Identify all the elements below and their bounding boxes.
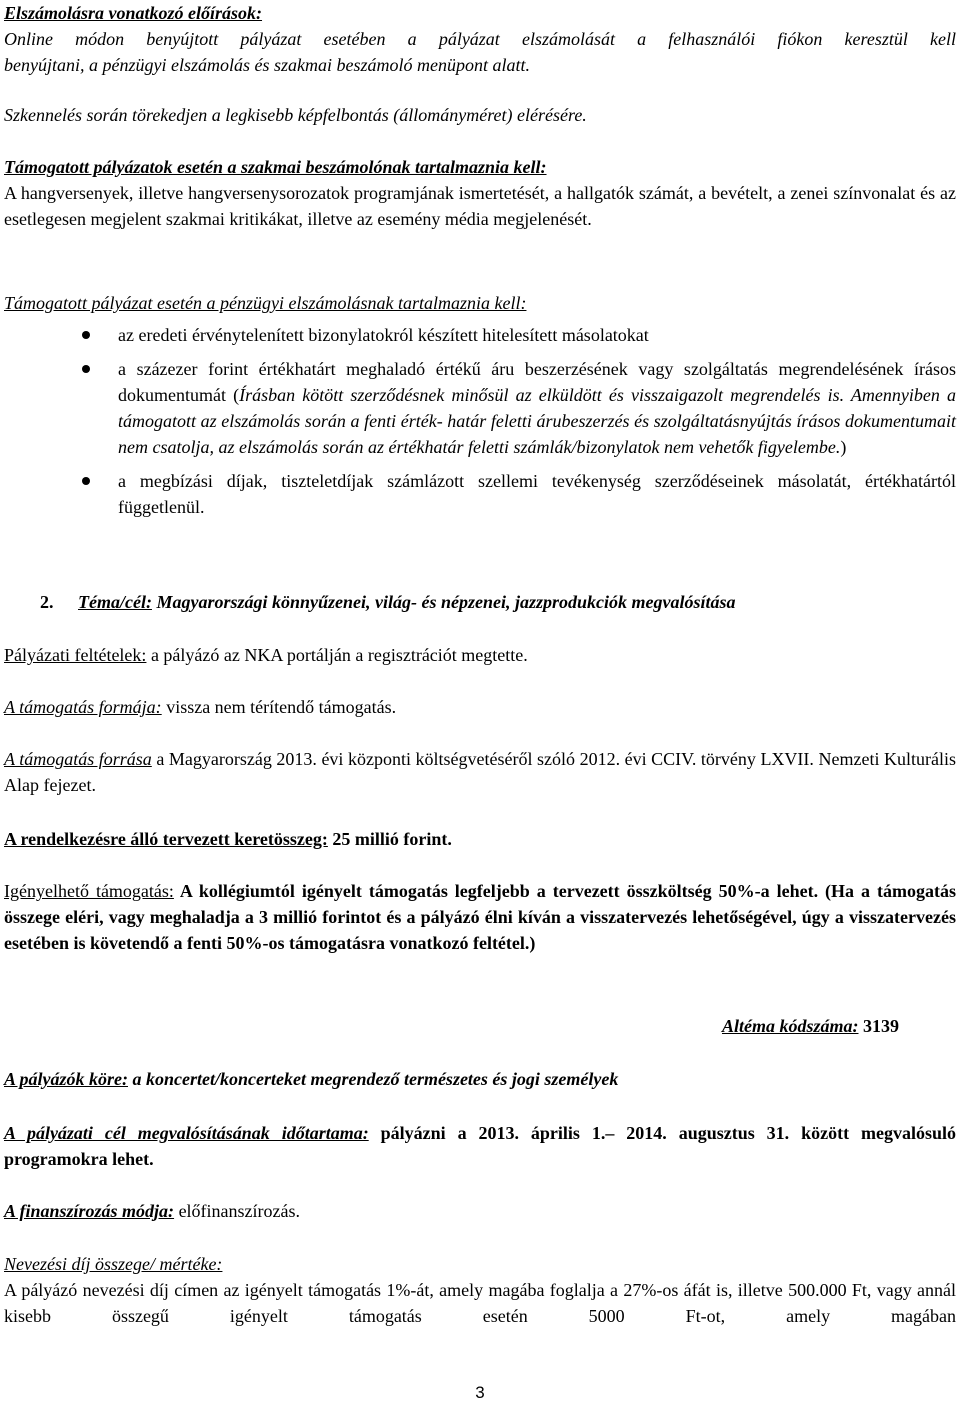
forma-line [4, 694, 956, 720]
igenyelheto-label: Igényelhető támogatás: [4, 881, 174, 901]
feltetelek-label: Pályázati feltételek: [4, 645, 147, 665]
list-item-text: a százezer forint értékhatárt meghaladó értékű áru beszerzésének vagy szolgáltatás megrendelésének írásos dokumentumát ( [118, 359, 956, 405]
list-item-text: az eredeti érvénytelenített bizonylatokról készített hitelesített másolatokat [118, 325, 649, 345]
finanszirozas-label: A finanszírozás módja: [4, 1201, 175, 1221]
nevezesi-label: Nevezési díj összege/ mértéke: [4, 1254, 223, 1274]
elszamolas-line-2: benyújtani, a pénzügyi elszámolás és szakmai beszámoló menüpont alatt. [4, 55, 530, 75]
forma-label: A támogatás formája: [4, 697, 162, 717]
altema-code: 3139 [858, 1016, 899, 1036]
feltetelek-text: a pályázó az NKA portálján a regisztrációt megtette. [146, 645, 528, 665]
tema-line [4, 589, 956, 615]
forras-text: a Magyarország 2013. évi központi költségvetéséről szóló 2012. évi CCIV. törvény LXVII. Nemzeti Kulturális Alap fejezet. [4, 749, 956, 795]
list-item-close: ) [840, 437, 847, 457]
penzugyi-list [4, 322, 956, 520]
list-item [4, 356, 956, 460]
elszamolas-line-1: Online módon benyújtott pályázat esetében a pályázat elszámolását a felhasználói fiókon keresztül kell [4, 29, 956, 49]
page-number: 3 [475, 1383, 485, 1402]
feltetelek-line [4, 642, 956, 668]
idotartam-label: A pályázati cél megvalósításának időtartama: [4, 1123, 369, 1143]
szakmai-section [4, 154, 956, 232]
finanszirozas-line [4, 1198, 956, 1224]
kor-label: A pályázók köre: [4, 1069, 128, 1089]
finanszirozas-text: előfinanszírozás. [174, 1201, 301, 1221]
szakmai-heading: Támogatott pályázatok esetén a szakmai beszámolónak tartalmaznia kell: [4, 157, 547, 177]
idotartam-block [4, 1120, 956, 1172]
szakmai-text: A hangversenyek, illetve hangversenysorozatok programjának ismertetését, a hallgatók számát, a bevételt, a zenei színvonalat és az esetlegesen megjelent szakmai kritikákat, illetve az esemény média megjelenését. [4, 183, 956, 229]
forma-text: vissza nem térítendő támogatás. [161, 697, 397, 717]
altema-line [4, 1013, 899, 1039]
keret-label: A rendelkezésre álló tervezett keretösszeg: [4, 829, 328, 849]
keret-text: 25 millió forint. [327, 829, 452, 849]
tema-number: 2. [40, 592, 54, 612]
penzugyi-section [4, 290, 956, 520]
list-item-text: a megbízási díjak, tiszteletdíjak számlázott szellemi tevékenység szerződéseinek másolatát, értékhatártól függetlenül. [118, 471, 956, 517]
list-item [4, 468, 956, 520]
kor-text: a koncertet/koncerteket megrendező természetes és jogi személyek [128, 1069, 619, 1089]
list-item-italic-text: Írásban kötött szerződésnek minősül az elküldött és visszaigazolt megrendelés is. Amennyiben a támogatott az elszámolás során a fenti érték- határ feletti árubeszerzés és szolgáltatásnyújtás írásos dokumentumait nem csatolja, az elszámolás során az értékhatár feletti számlák/bizonylatok nem vehetők figyelembe. [118, 385, 956, 457]
scan-note: Szkennelés során törekedjen a legkisebb képfelbontás (állományméret) elérésére. [4, 105, 587, 125]
list-item [4, 322, 956, 348]
elszamolas-heading: Elszámolásra vonatkozó előírások: [4, 3, 263, 23]
elszamolas-section [4, 0, 956, 78]
forras-block [4, 746, 956, 798]
igenyelheto-text: A kollégiumtól igényelt támogatás legfeljebb a tervezett összköltség 50%-a lehet. (Ha a támogatás összege eléri, vagy meghaladja a 3 millió forintot és a pályázó élni kíván a visszatervezés lehetőségével, úgy a visszatervezés esetében is követendő a fenti 50%-os támogatásra vonatkozó feltétel.) [4, 881, 956, 953]
nevezesi-section [4, 1251, 956, 1329]
kor-line [4, 1066, 956, 1092]
penzugyi-heading: Támogatott pályázat esetén a pénzügyi elszámolásnak tartalmaznia kell: [4, 293, 527, 313]
tema-label: Téma/cél: [78, 592, 152, 612]
idotartam-text: pályázni a 2013. április 1.– 2014. augusztus 31. között megvalósuló programokra lehet. [4, 1123, 956, 1169]
nevezesi-text: A pályázó nevezési díj címen az igényelt támogatás 1%-át, amely magába foglalja a 27%-os áfát is, illetve 500.000 Ft, vagy annál kisebb összegű igényelt támogatás esetén 5000 Ft-ot, amely magában [4, 1280, 956, 1326]
igenyelheto-block [4, 878, 956, 956]
forras-label: A támogatás forrása [4, 749, 152, 769]
keret-line [4, 826, 956, 852]
altema-label: Altéma kódszáma: [721, 1016, 859, 1036]
tema-text: Magyarországi könnyűzenei, világ- és népzenei, jazzprodukciók megvalósítása [151, 592, 736, 612]
